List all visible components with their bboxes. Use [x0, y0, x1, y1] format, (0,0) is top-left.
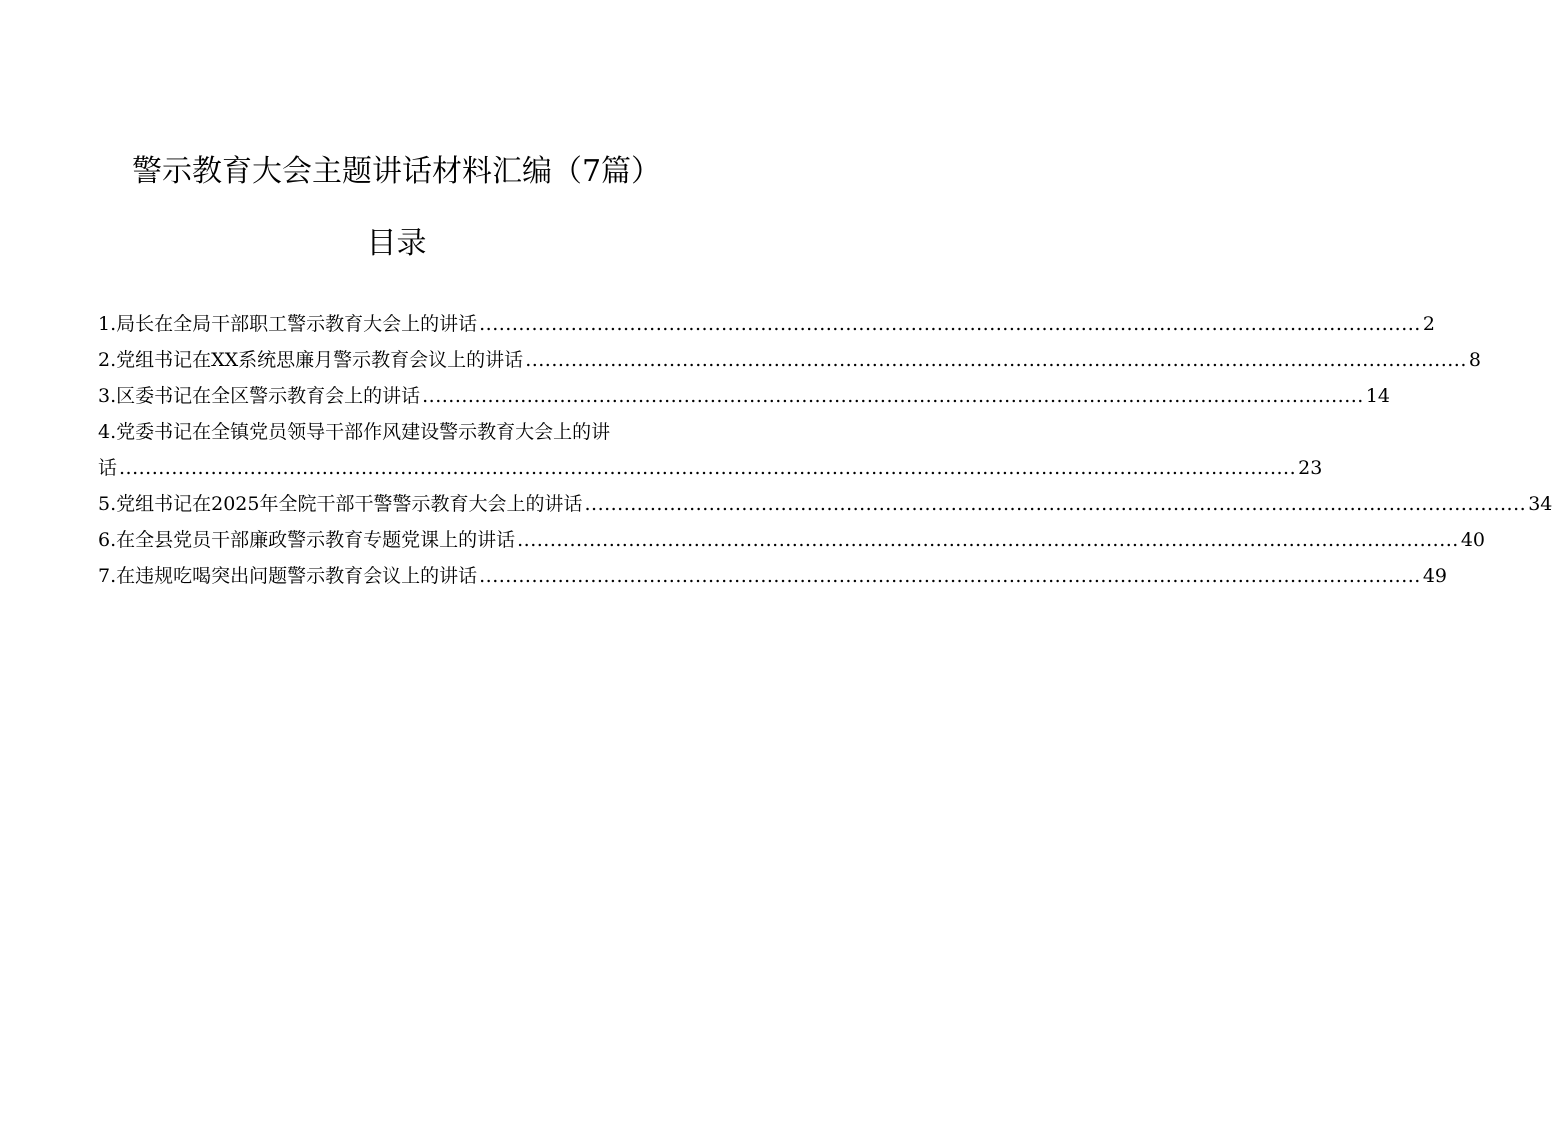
toc-leader-dots: ................................................................................................................................................: [525, 349, 1467, 371]
toc-page-number: 8: [1468, 349, 1481, 371]
toc-leader-dots: ....................................................................................................................................................................................: [119, 457, 1297, 479]
toc-leader-dots: ................................................................................................................................................: [479, 313, 1421, 335]
toc-leader-dots: ................................................................................................................................................: [479, 565, 1421, 587]
toc-entry-2[interactable]: [98, 342, 1481, 378]
toc-entry-title: 6.在全县党员干部廉政警示教育专题党课上的讲话: [98, 529, 516, 551]
toc-entry-title: 5.党组书记在2025年全院干部干警警示教育大会上的讲话: [98, 493, 583, 515]
toc-leader-dots: ................................................................................................................................................: [517, 529, 1459, 551]
toc-page-number: 14: [1365, 385, 1391, 407]
toc-heading: 目录: [366, 226, 427, 261]
toc-entry-1[interactable]: [98, 306, 1435, 342]
toc-page-number: 34: [1528, 493, 1552, 515]
toc-entry-7[interactable]: [98, 558, 1448, 594]
toc-leader-dots: ................................................................................................................................................: [422, 385, 1364, 407]
toc-page-number: 2: [1422, 313, 1435, 335]
document-title: 警示教育大会主题讲话材料汇编（7篇）: [131, 154, 662, 189]
toc-entry-6[interactable]: [98, 522, 1486, 558]
toc-page-number: 40: [1460, 529, 1486, 551]
toc-page-number: 49: [1422, 565, 1448, 587]
toc-leader-dots: ................................................................................................................................................: [584, 493, 1527, 515]
toc-entry-title: 2.党组书记在XX系统思廉月警示教育会议上的讲话: [98, 349, 524, 371]
toc-entry-4[interactable]: [98, 414, 1323, 486]
table-of-contents: [98, 306, 1552, 594]
toc-entry-5[interactable]: [98, 486, 1552, 522]
toc-entry-title-line1: 4.党委书记在全镇党员领导干部作风建设警示教育大会上的讲: [98, 421, 611, 443]
toc-entry-3[interactable]: [98, 378, 1391, 414]
toc-entry-title: 1.局长在全局干部职工警示教育大会上的讲话: [98, 313, 478, 335]
toc-entry-title: 3.区委书记在全区警示教育会上的讲话: [98, 385, 421, 407]
toc-entry-title-line2: 话: [98, 457, 118, 479]
toc-entry-title: 7.在违规吃喝突出问题警示教育会议上的讲话: [98, 565, 478, 587]
toc-page-number: 23: [1298, 457, 1323, 479]
